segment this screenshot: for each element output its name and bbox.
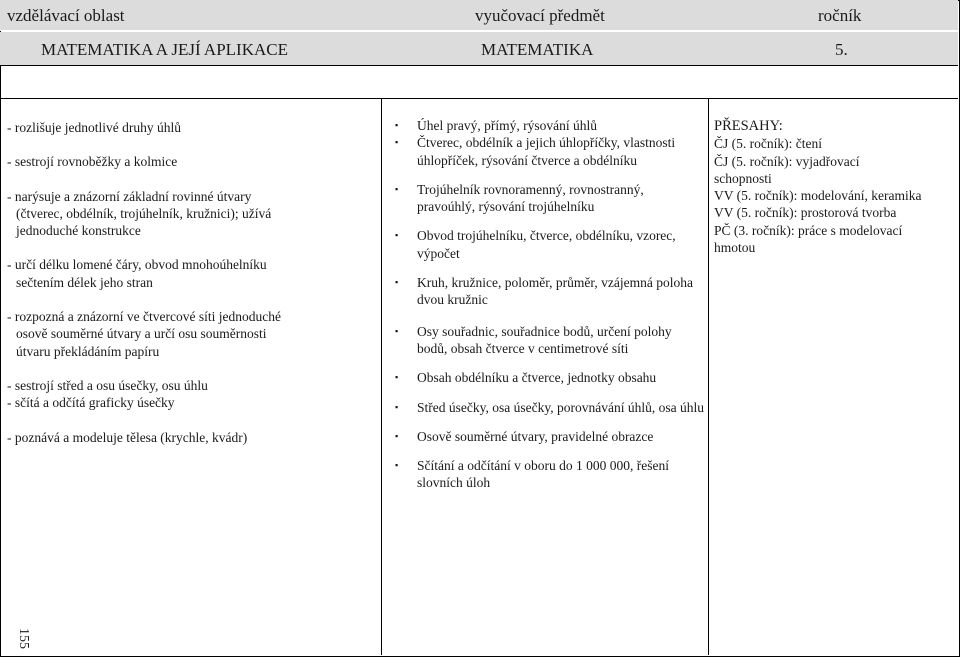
- output-line: (čtverec, obdélník, trojúhelník, kružnici); užívá: [16, 205, 272, 221]
- topic-text: Osy souřadnic, souřadnice bodů, určení polohy bodů, obsah čtverce v centimetrové síti: [417, 323, 672, 356]
- square-bullet-icon: ▪: [395, 401, 399, 412]
- output-line: jednoduché konstrukce: [16, 223, 141, 239]
- topic-text: Střed úsečky, osa úsečky, porovnávání úhlů, osa úhlu: [417, 399, 704, 415]
- crossover-line: ČJ (5. ročník): vyjadřovací: [714, 153, 860, 169]
- topic-text: Obsah obdélníku a čtverce, jednotky obsahu: [417, 370, 657, 386]
- square-bullet-icon: ▪: [395, 137, 399, 148]
- output-line: - narýsuje a znázorní základní rovinné útvary: [7, 188, 252, 204]
- crossover-line: VV (5. ročník): modelování, keramika: [714, 188, 922, 204]
- output-line: - sestrojí rovnoběžky a kolmice: [7, 154, 178, 170]
- output-line: - rozlišuje jednotlivé druhy úhlů: [7, 120, 181, 135]
- topic-text: Úhel pravý, přímý, rýsování úhlů: [417, 118, 597, 133]
- expected-outputs-column: [7, 119, 369, 446]
- square-bullet-icon: ▪: [395, 230, 399, 241]
- value-subject-area: MATEMATIKA A JEJÍ APLIKACE: [41, 40, 288, 59]
- output-line: - sestrojí střed a osu úsečky, osu úhlu: [7, 377, 208, 393]
- topic-item: [392, 181, 704, 216]
- column-divider-1: [381, 98, 382, 655]
- topic-text: Osově souměrné útvary, pravidelné obrazce: [417, 428, 654, 444]
- topic-item: [392, 134, 704, 169]
- crossover-line: PČ (3. ročník): práce s modelovací: [714, 222, 903, 238]
- topic-item: [392, 274, 704, 309]
- topic-item: [392, 323, 704, 358]
- label-subject-area: vzdělávací oblast: [7, 6, 125, 25]
- topic-text: Čtverec, obdélník a jejich úhlopříčky, vlastnosti úhlopříček, rýsování čtverce a obdélníku: [417, 135, 676, 168]
- topic-item: [392, 117, 704, 134]
- label-school-subject: vyučovací předmět: [475, 6, 605, 25]
- value-grade: 5.: [835, 40, 848, 59]
- square-bullet-icon: ▪: [395, 325, 399, 336]
- output-line: sečtením délek jeho stran: [16, 274, 153, 290]
- output-line: - poznává a modeluje tělesa (krychle, kvádr): [7, 429, 248, 445]
- content-top-border: [0, 98, 958, 99]
- crossover-line: schopnosti: [714, 170, 772, 186]
- crossovers-heading: PŘESAHY:: [714, 118, 783, 134]
- square-bullet-icon: ▪: [395, 430, 399, 441]
- value-school-subject: MATEMATIKA: [481, 40, 594, 59]
- topic-item: [392, 227, 704, 262]
- topic-item: [392, 369, 704, 386]
- topic-item: [392, 399, 704, 416]
- square-bullet-icon: ▪: [395, 120, 399, 130]
- label-grade: ročník: [818, 6, 862, 25]
- topic-item: [392, 457, 704, 492]
- topic-text: Sčítání a odčítání v oboru do 1 000 000, řešení slovních úloh: [417, 458, 669, 491]
- column-divider-2: [708, 98, 709, 655]
- crossover-line: ČJ (5. ročník): čtení: [714, 136, 822, 152]
- square-bullet-icon: ▪: [395, 277, 399, 288]
- header-label-row: [0, 0, 958, 31]
- output-line: - sčítá a odčítá graficky úsečky: [7, 395, 175, 411]
- square-bullet-icon: ▪: [395, 183, 399, 194]
- output-line: - určí délku lomené čáry, obvod mnohoúhelníku: [7, 257, 267, 273]
- output-line: osově souměrné útvary a určí osu souměrnosti: [16, 326, 267, 342]
- topic-text: Obvod trojúhelníku, čtverce, obdélníku, vzorec, výpočet: [417, 228, 676, 261]
- topic-text: Trojúhelník rovnoramenný, rovnostranný, pravoúhlý, rýsování trojúhelníku: [417, 181, 644, 215]
- crossovers-column: [714, 118, 954, 256]
- page-number: 155: [16, 628, 31, 649]
- topics-column: [392, 117, 704, 504]
- output-line: - rozpozná a znázorní ve čtvercové síti jednoduché: [7, 309, 281, 325]
- crossover-line: VV (5. ročník): prostorová tvorba: [714, 205, 897, 221]
- crossover-line: hmotou: [714, 240, 756, 256]
- topic-item: [392, 428, 704, 445]
- output-line: útvaru překládáním papíru: [16, 343, 160, 359]
- topic-text: Kruh, kružnice, poloměr, průměr, vzájemná poloha dvou kružnic: [417, 275, 693, 308]
- square-bullet-icon: ▪: [395, 372, 399, 383]
- square-bullet-icon: ▪: [395, 460, 399, 471]
- header-value-row: [0, 32, 958, 66]
